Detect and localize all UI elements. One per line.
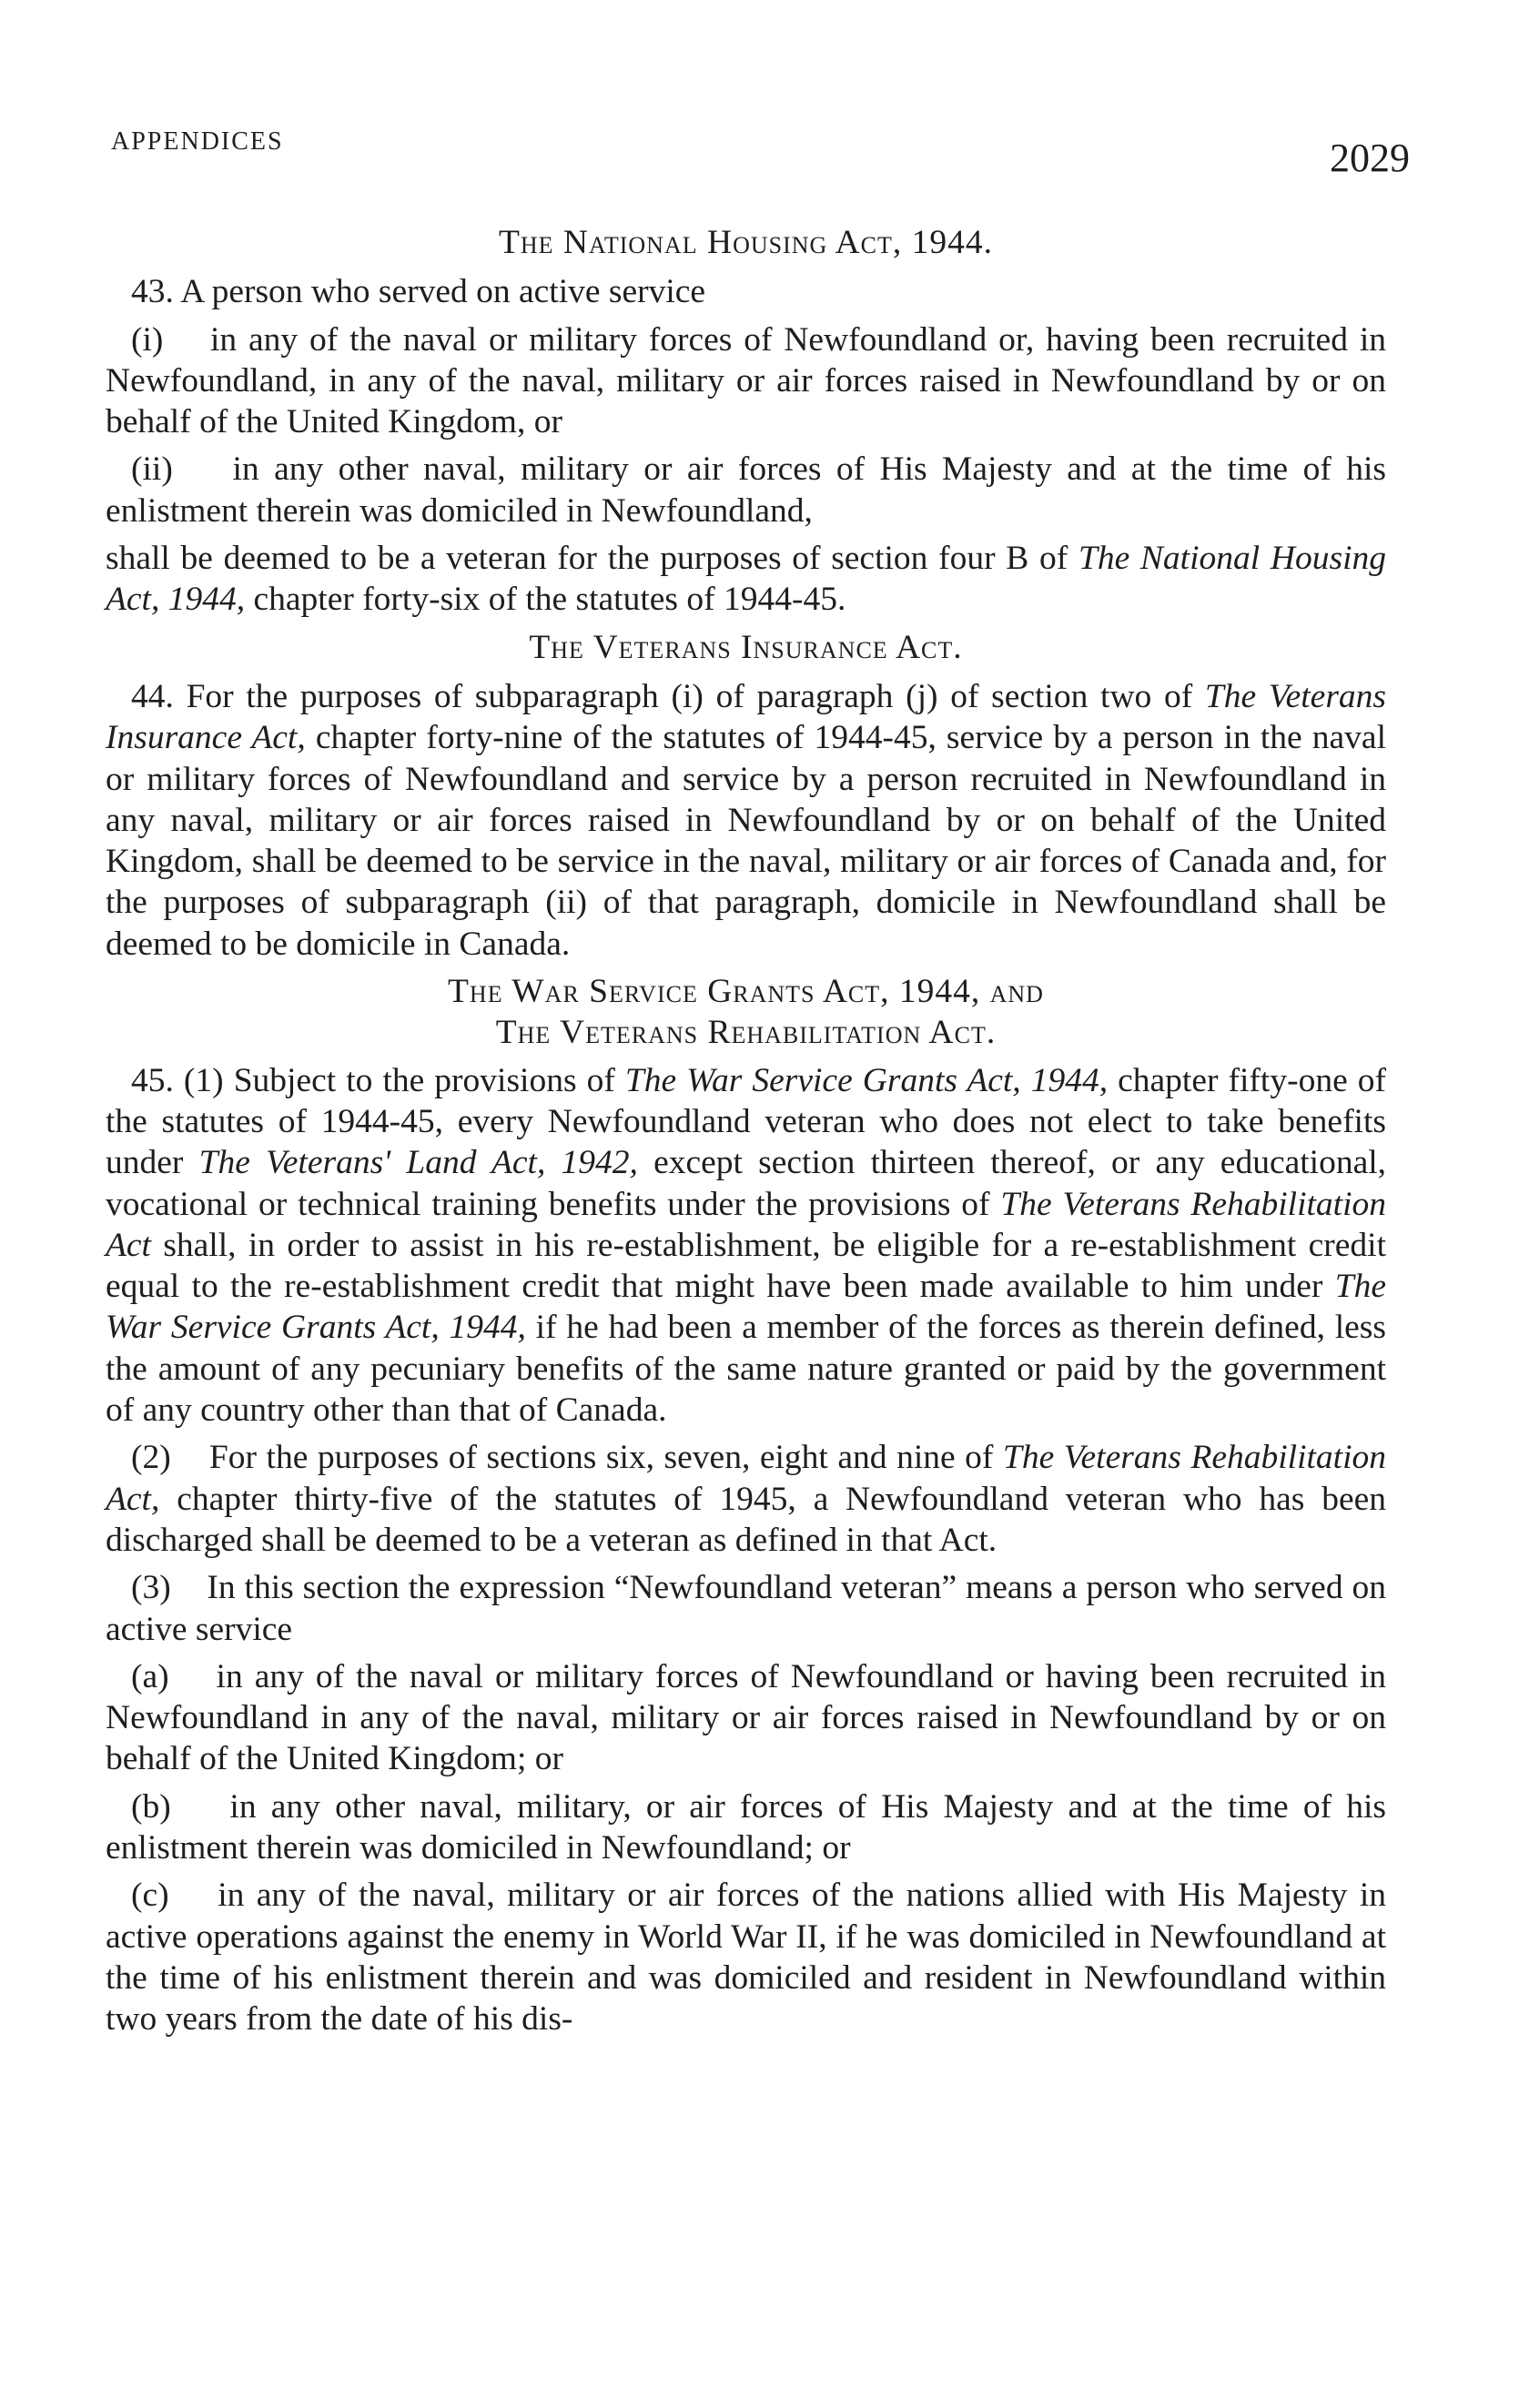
text-run: chapter forty-six of the statutes of 1944-45. [253, 581, 846, 619]
subsection-label: (3) [131, 1569, 171, 1607]
text-run: chapter thirty-five of the statutes of 1945, a Newfoundland veteran who has been discharged shall be deemed to be a veteran as defined in that Act. [106, 1480, 1387, 1559]
item-text: in any other naval, military or air forces of His Majesty and at the time of his enlistment therein was domiciled in Newfoundland, [106, 450, 1386, 530]
section-number: 45. [131, 1061, 174, 1099]
item-text: in any other naval, military, or air forces of His Majesty and at the time of his enlistment therein was domiciled in Newfoundland; or [106, 1787, 1386, 1867]
section-45-item-a [106, 1656, 1386, 1780]
section-heading-national-housing-act: The National Housing Act, 1944. [498, 224, 994, 261]
subsection-label: (2) [131, 1439, 171, 1477]
section-44-text [106, 676, 1386, 965]
text-run: For the purposes of sections six, seven, eight and nine of [208, 1439, 994, 1477]
text-run: Subject to the provisions of [233, 1061, 615, 1099]
text-run: except section thirteen thereof, or any educational, vocational or technical training benefits under the provisions of [106, 1144, 1387, 1223]
section-number: 43. [131, 273, 174, 311]
text-run: In this section the expression “Newfoundland veteran” means a person who served on active service [106, 1569, 1386, 1648]
item-text: in any of the naval or military forces of Newfoundland or, having been recruited in Newfoundland, in any of the naval, military or air forces raised in Newfoundland by or on behalf of the United Kingdom, or [106, 320, 1387, 441]
act-title: The National Housing Act, 1944, [106, 540, 1386, 619]
item-label: (b) [131, 1787, 171, 1826]
item-label: (a) [131, 1657, 169, 1695]
heading-line: The Veterans Rehabilitation Act. [495, 1014, 997, 1052]
section-43-conclusion [106, 538, 1386, 621]
section-45-subsection-2 [106, 1437, 1386, 1561]
text-run: if he had been a member of the forces as therein defined, less the amount of any pecuniary benefits of the same nature granted or paid by the government of any country other than that of Canada. [106, 1309, 1386, 1430]
text-run: shall, in order to assist in his re-establishment, be eligible for a re-establishment credit equal to the re-establishment credit that might have been made available to him under [106, 1226, 1387, 1306]
text-run: chapter fifty-one of the statutes of 1944-45, every Newfoundland veteran who does not elect to take benefits under [106, 1061, 1387, 1182]
subsection-label: (1) [183, 1061, 224, 1099]
act-title: The Veterans Rehabilitation Act, [106, 1439, 1387, 1518]
section-43-item-ii [106, 449, 1386, 531]
act-title: The War Service Grants Act, 1944, [624, 1061, 1109, 1099]
section-number: 44. [131, 677, 174, 715]
section-heading-war-service-grants [106, 971, 1386, 1054]
item-label: (c) [131, 1877, 169, 1915]
section-43-intro-text: A person who served on active service [180, 273, 706, 311]
section-heading-veterans-insurance-act: The Veterans Insurance Act. [529, 628, 963, 666]
page-body [106, 218, 1386, 2046]
item-text: in any of the naval or military forces of Newfoundland or having been recruited in Newfoundland in any of the naval, military or air forces raised in Newfoundland by or on behalf of the United Kingdom; or [106, 1657, 1386, 1778]
act-title: The Veterans Insurance Act, [106, 677, 1387, 757]
section-45-subsection-1 [106, 1060, 1386, 1432]
text-run: For the purposes of subparagraph (i) of paragraph (j) of section two of [186, 677, 1193, 715]
act-title: The Veterans Rehabilitation Act [106, 1185, 1386, 1264]
act-title: The War Service Grants Act, 1944, [106, 1268, 1387, 1347]
item-text: in any of the naval, military or air forces of the nations allied with His Majesty in active operations against the enemy in World War II, if he was domiciled in Newfoundland at the time of his enlistment therein and was domiciled and resident in Newfoundland within two years from the date of his dis- [106, 1877, 1386, 2039]
text-run: chapter forty-nine of the statutes of 1944-45, service by a person in the naval or military forces of Newfoundland and service by a person recruited in Newfoundland in any naval, military or air forces raised in Newfoundland by or on behalf of the United Kingdom, shall be deemed to be service in the naval, military or air forces of Canada and, for the purposes of subparagraph (ii) of that paragraph, domicile in Newfoundland shall be deemed to be domicile in Canada. [106, 719, 1386, 963]
section-43-intro [106, 271, 1386, 312]
section-45-subsection-3 [106, 1567, 1386, 1650]
section-43-item-i [106, 319, 1386, 443]
section-45-item-b [106, 1786, 1386, 1869]
text-run: shall be deemed to be a veteran for the purposes of section four B of [106, 540, 1068, 578]
act-title: The Veterans' Land Act, 1942, [198, 1144, 638, 1182]
item-label: (ii) [131, 450, 173, 489]
page-number: 2029 [1330, 136, 1410, 180]
section-45-item-c [106, 1875, 1386, 2039]
running-head: APPENDICES [111, 127, 284, 156]
heading-line: The War Service Grants Act, 1944, and [448, 973, 1044, 1011]
item-label: (i) [131, 320, 164, 359]
